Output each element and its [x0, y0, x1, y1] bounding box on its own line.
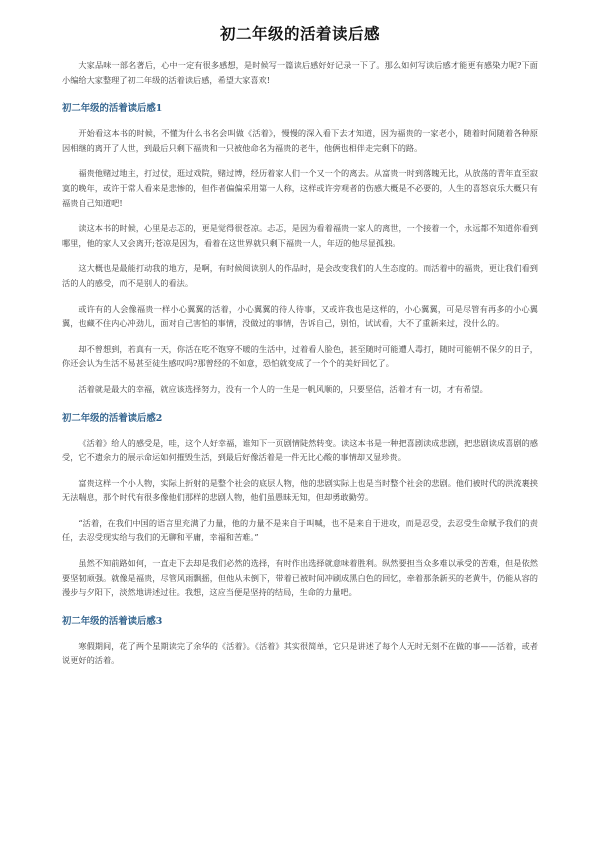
intro-paragraph: 大家品味一部名著后，心中一定有很多感想，是时候写一篇读后感好好记录一下了。那么如何写读后感才能更有感染力呢?下面小编给大家整理了初二年级的活着读后感，希望大家喜欢!	[62, 60, 538, 85]
section-1-paragraph: 活着就是最大的幸福，就应该选择努力，没有一个人的一生是一帆风顺的，只要坚信，活着才有一切，才有希望。	[78, 383, 488, 394]
section-2-paragraph: 《活着》给人的感受是，哇，这个人好幸福，谁知下一页剧情陡然转变。读这本书是一种把喜剧读成悲剧，把悲剧读成喜剧的感受，它不遗余力的展示命运如何摧毁生活，到最后好像活着是一件无比心酸的事情却又显珍贵。	[62, 437, 538, 463]
section-2-heading: 初二年级的活着读后感2	[62, 412, 163, 424]
section-1-paragraph: 福贵他赌过地主，打过仗，逛过戏院，赌过博，经历着家人们一个又一个的离去。从富贵一时到落魄无比，从放荡的青年直至寂寞的晚年，或许于常人看来是悲惨的，但作者偏偏采用第一人称，这样或许旁观者的伤感大概是不必要的，人生的喜怒哀乐大概只有福贵自己知道吧!	[62, 168, 538, 208]
section-3-heading: 初二年级的活着读后感3	[62, 615, 163, 627]
section-1-paragraph: 这大概也是最能打动我的地方，是啊，有时候阅读别人的作品时，是会改变我们的人生态度的。而活着中的福贵，更让我们看到活的人的感受，而不是别人的看法。	[62, 263, 538, 288]
section-2-paragraph: 富贵这样一个小人物，实际上折射的是整个社会的底层人物，他的悲剧实际上也是当时整个社会的悲剧。他们被时代的洪流裹挟无法喘息，那个时代有很多像他们那样的悲剧人物，他们虽愚昧无知，但却勇敢勤劳。	[62, 477, 538, 503]
document-title: 初二年级的活着读后感	[219, 25, 380, 43]
section-1-heading: 初二年级的活着读后感1	[62, 103, 163, 115]
section-1-paragraph: 开始看这本书的时候，不懂为什么书名会叫做《活着》，慢慢的深入看下去才知道，因为福贵的一家老小，随着时间随着各种原因相继的离开了人世，到最后只剩下福贵和一只被他命名为福贵的老牛，他俩也相伴走完剩下的路。	[62, 128, 538, 153]
section-2-paragraph: 虽然不知前路如何，一直走下去却是我们必然的选择，有时作出选择就意味着胜利。纵然要担当众多难以承受的苦难，但是依然要坚韧顽强。就像是福贵，尽管风雨飘摇，但他从未倒下，带着已被时间冲刷成黑白色的回忆，牵着那条新买的老黄牛，仍能从容的漫步与夕阳下，淡然地讲述过往。我想，这应当便是坚持的结局，生命的力量吧。	[62, 558, 538, 598]
section-1-paragraph: 却不曾想到，若真有一天，你活在吃不饱穿不暖的生活中，过着看人脸色，甚至随时可能遭人毒打，随时可能朝不保夕的日子，你还会认为生活不易甚至徒生感叹吗?那曾经的不如意，恐怕就变成了一个个的美好回忆了。	[62, 343, 538, 369]
section-1-paragraph: 或许有的人会像福贵一样小心翼翼的活着，小心翼翼的待人待事，又或许我也是这样的，小心翼翼，可是尽管有再多的小心翼翼，也藏不住内心冲劲儿，面对自己害怕的事情，没做过的事情，告诉自己，别怕，试试看，大不了重新来过，没什么的。	[62, 303, 538, 329]
section-3-paragraph: 寒假期间，花了两个星期读完了余华的《活着》。《活着》其实很简单，它只是讲述了每个人无时无刻不在做的事——活着，或者说更好的活着。	[62, 640, 538, 666]
section-1-paragraph: 读这本书的时候，心里是忐忑的，更是觉得很苍凉。忐忑，是因为看着福贵一家人的离世，一个接着一个，永远都不知道你看到哪里，他的家人又会离开;苍凉是因为，看着在这世界就只剩下福贵一人，年迈的他尽显孤独。	[62, 223, 538, 248]
section-2-quote: “活着，在我们中国的语言里充满了力量，他的力量不是来自于叫喊，也不是来自于进攻，而是忍受，去忍受生命赋予我们的责任，去忍受现实给与我们的无聊和平庸，幸福和苦难。”	[62, 517, 538, 543]
